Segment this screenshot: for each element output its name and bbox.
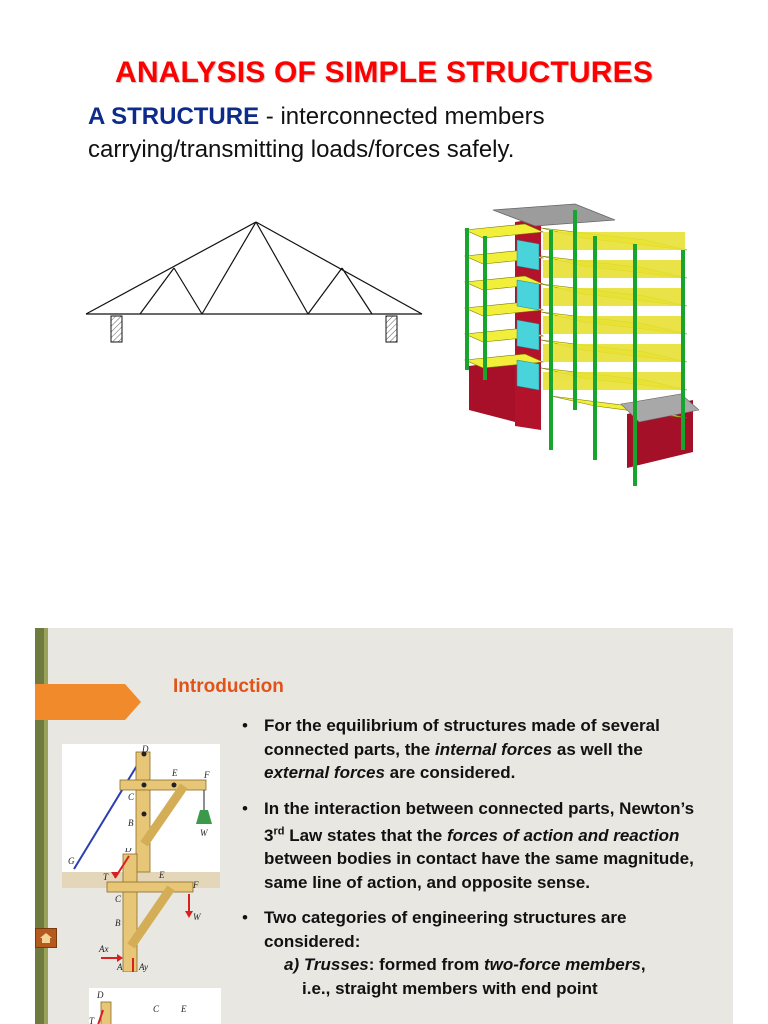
bullet-text-1 xyxy=(264,799,694,892)
sub-term: Trusses xyxy=(303,955,369,975)
label-d: D xyxy=(142,744,149,754)
definition-term: A STRUCTURE xyxy=(88,103,260,130)
bullet-text-0 xyxy=(264,716,660,782)
sub-em: two-force members xyxy=(484,955,641,975)
bullet-0-run-0: For the equilibrium of structures made of several connected parts, the xyxy=(264,716,660,759)
bullet-item-0: • For the equilibrium of structures made of several connected parts, the internal forces as well the external forces are considered. xyxy=(242,716,660,782)
label-e: E xyxy=(181,1004,187,1014)
label-ay: Ay xyxy=(139,962,148,972)
bullet-1-run-1: rd xyxy=(273,825,285,837)
figure-crane-free-body xyxy=(93,848,233,972)
bullet-1-run-0: In the interaction between connected parts, Newton’s 3 xyxy=(264,798,695,845)
sub-marker: a) xyxy=(284,955,300,975)
label-w: W xyxy=(200,828,208,838)
bullet-0-run-2: as well the xyxy=(552,739,643,759)
bullet-1-run-2: Law states that the xyxy=(284,825,447,845)
figure-member-breakdown xyxy=(89,988,221,1024)
label-c: C xyxy=(153,1004,160,1014)
label-d: D xyxy=(125,848,132,854)
label-b: B xyxy=(115,918,121,928)
label-g: G xyxy=(68,856,75,866)
label-w: W xyxy=(193,912,201,922)
bullet-0-run-3: external forces xyxy=(264,763,385,782)
orange-arrow-shape xyxy=(35,684,145,720)
bullet-2-run-0: Two categories of engineering structures are considered: xyxy=(264,908,627,951)
home-icon xyxy=(39,932,53,944)
bullet-list xyxy=(240,714,710,1012)
sub-item-trusses xyxy=(264,953,710,1000)
sub-text-2: , xyxy=(640,955,646,975)
label-e: E xyxy=(172,768,178,778)
label-t: T xyxy=(89,1016,95,1024)
label-f: F xyxy=(204,770,210,780)
definition-text: - interconnected members carrying/transmitting loads/forces safely. xyxy=(88,103,545,163)
slide-title: ANALYSIS OF SIMPLE STRUCTURES xyxy=(114,56,654,89)
structure-definition xyxy=(88,100,688,166)
building-frame-model xyxy=(455,200,705,490)
label-e: E xyxy=(159,870,165,880)
bullet-0-run-4: are considered. xyxy=(384,763,516,782)
home-nav-button[interactable] xyxy=(35,928,57,948)
label-ax: Ax xyxy=(99,944,109,954)
sub-line-2: i.e., straight members with end point xyxy=(302,978,598,998)
label-c: C xyxy=(128,792,135,802)
label-b: B xyxy=(128,818,134,828)
label-f: F xyxy=(193,880,199,890)
bullet-text-2 xyxy=(264,908,626,951)
label-d: D xyxy=(97,990,104,1000)
sub-text-1: : formed from xyxy=(368,955,484,975)
bullet-1-run-4: between bodies in contact have the same magnitude, same line of action, and opposite sense. xyxy=(264,849,694,892)
bullet-item-2: • Two categories of engineering structures are considered: a) Trusses: formed from two-force members, i.e., straight members with end point xyxy=(240,906,710,1000)
bullet-1-run-3: forces of action and reaction xyxy=(446,825,680,845)
bullet-0-run-1: internal forces xyxy=(434,739,553,759)
slide-title: Introduction xyxy=(173,676,284,697)
roof-truss-diagram xyxy=(80,210,430,350)
slide-introduction xyxy=(35,628,733,1024)
label-c: C xyxy=(115,894,122,904)
bullet-item-1: • In the interaction between connected parts, Newton’s 3rd Law states that the forces of action and reaction between bodies in contact have the same magnitude, same line of action, and opposite sense. xyxy=(242,798,695,892)
label-t: T xyxy=(103,872,109,882)
label-a: A xyxy=(117,962,123,972)
